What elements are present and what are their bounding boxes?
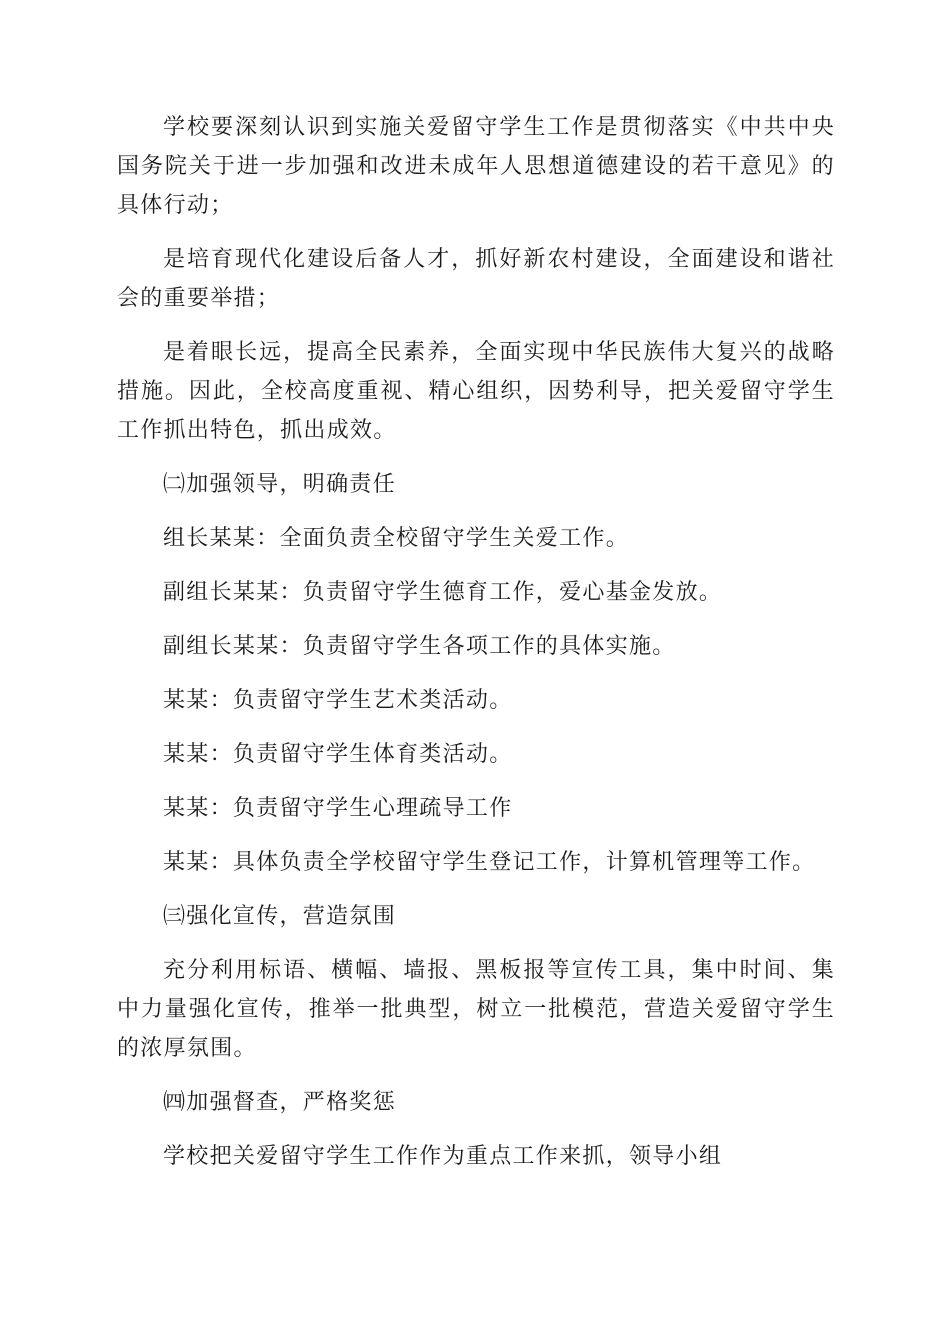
paragraph-deputy-leader-implementation: 副组长某某：负责留守学生各项工作的具体实施。 [163, 634, 676, 659]
paragraph-supervision: 学校把关爱留守学生工作作为重点工作来抓，领导小组 [163, 1144, 723, 1169]
document-body [117, 108, 835, 1191]
paragraph-registration: 某某：具体负责全学校留守学生登记工作，计算机管理等工作。 [163, 850, 816, 875]
section-heading-publicity: ㈢强化宣传，营造氛围 [163, 904, 397, 929]
paragraph-publicity: 充分利用标语、横幅、墙报、黑板报等宣传工具，集中时间、集中力量强化宣传，推举一批典型，树立一批模范，营造关爱留守学生的浓厚氛围。 [117, 958, 835, 1061]
paragraph-art-activities: 某某：负责留守学生艺术类活动。 [163, 688, 513, 713]
section-heading-leadership: ㈡加强领导，明确责任 [163, 472, 397, 497]
paragraph-sports-activities: 某某：负责留守学生体育类活动。 [163, 742, 513, 767]
paragraph-deputy-leader-moral: 副组长某某：负责留守学生德育工作，爱心基金发放。 [163, 580, 723, 605]
section-heading-supervision: ㈣加强督查，严格奖惩 [163, 1090, 397, 1115]
paragraph-counseling: 某某：负责留守学生心理疏导工作 [163, 796, 513, 821]
paragraph-strategy: 是着眼长远，提高全民素养，全面实现中华民族伟大复兴的战略措施。因此，全校高度重视、精心组织，因势利导，把关爱留守学生工作抓出特色，抓出成效。 [117, 340, 835, 443]
paragraph-group-leader: 组长某某：全面负责全校留守学生关爱工作。 [163, 526, 630, 551]
paragraph-talent: 是培育现代化建设后备人才，抓好新农村建设，全面建设和谐社会的重要举措； [117, 247, 835, 311]
paragraph-intro: 学校要深刻认识到实施关爱留守学生工作是贯彻落实《中共中央国务院关于进一步加强和改进未成年人思想道德建设的若干意见》的具体行动； [117, 115, 835, 218]
